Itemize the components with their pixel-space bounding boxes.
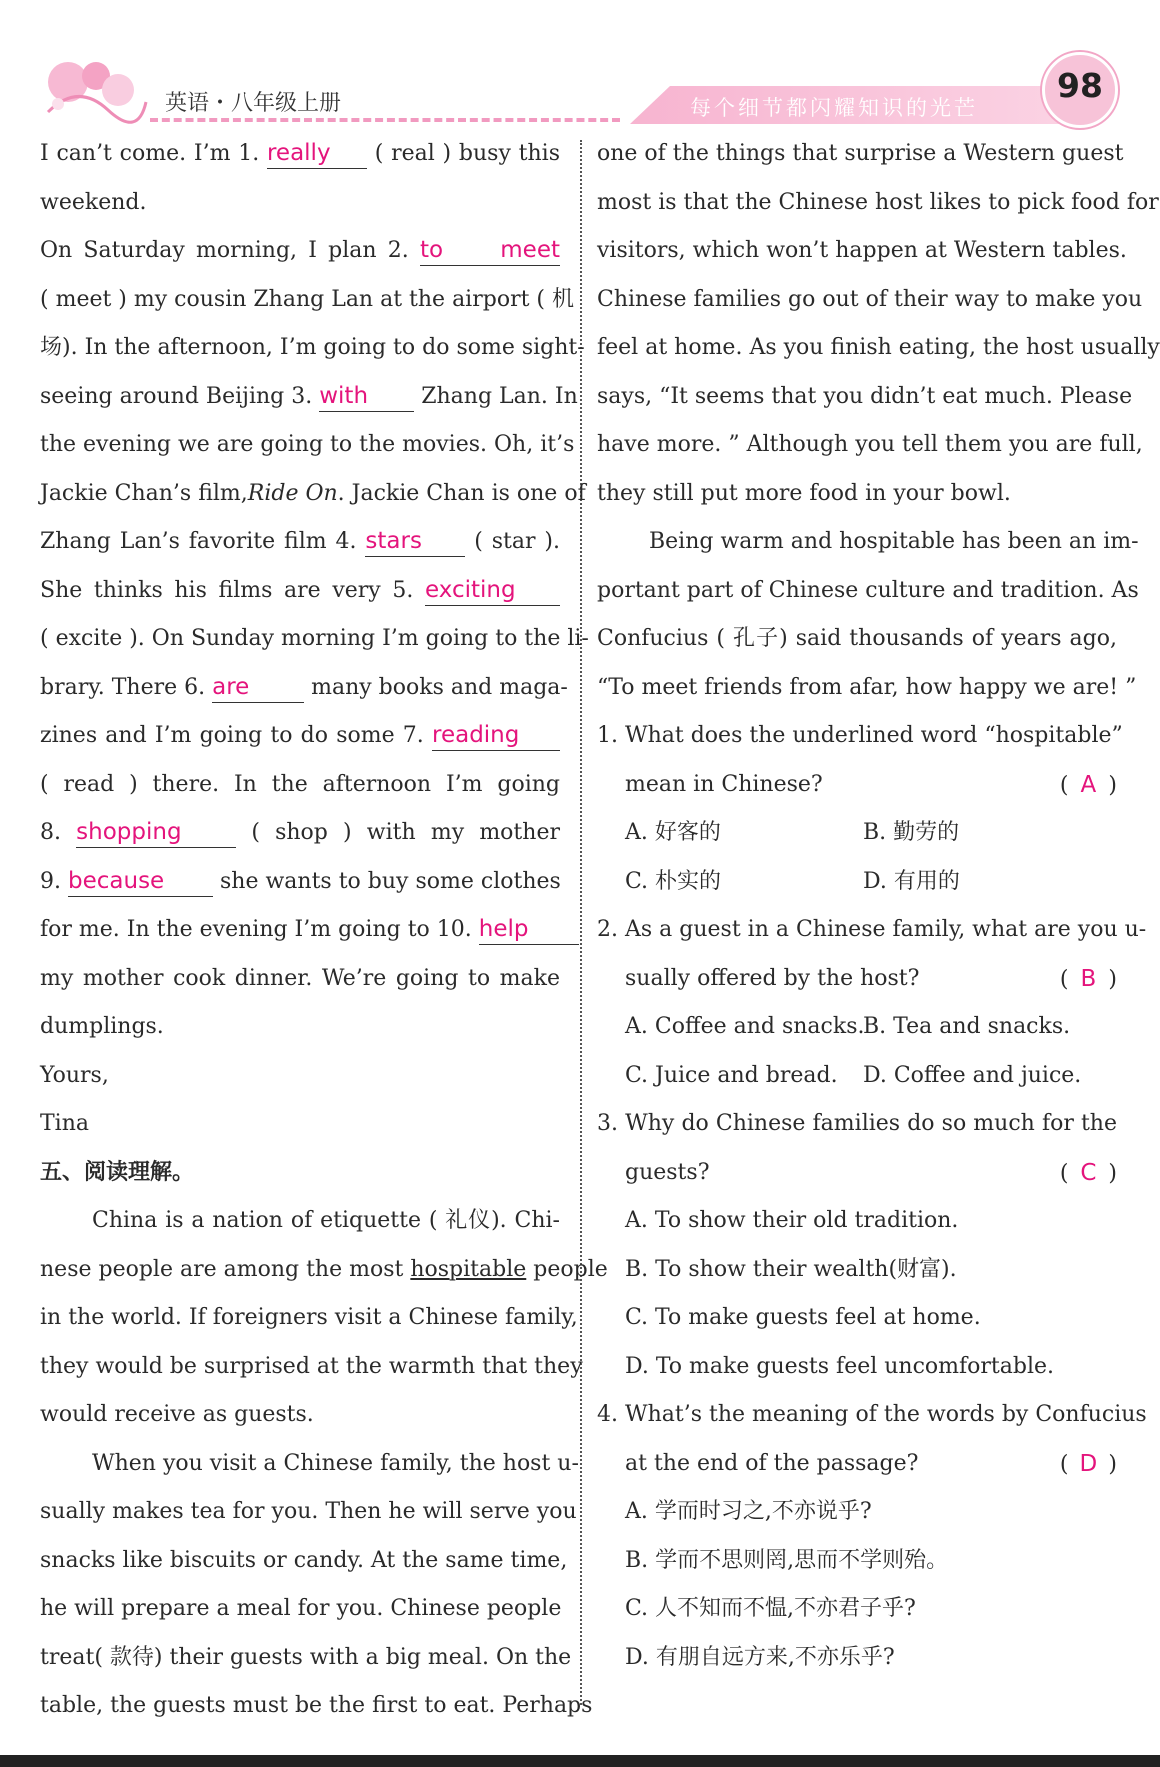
letter-line: zines and I’m going to do some 7. reading xyxy=(40,712,560,761)
letter-line: ( read ) there. In the afternoon I’m going xyxy=(40,771,560,797)
passage-line: portant part of Chinese culture and tradition. As xyxy=(597,577,1139,603)
passage-line: have more. ” Although you tell them you are full, xyxy=(597,432,1143,457)
option-c: C. To make guests feel at home. xyxy=(625,1305,981,1330)
passage-line: one of the things that surprise a Western guest xyxy=(597,141,1124,166)
blank-answer-10: help xyxy=(479,914,579,945)
letter-line: weekend. xyxy=(40,189,147,215)
passage-line: visitors, which won’t happen at Western tables. xyxy=(597,238,1127,263)
question-3: 3. Why do Chinese families do so much for the xyxy=(597,1111,1117,1136)
question-1-cont: mean in Chinese? ( A ) xyxy=(597,761,1117,810)
section-heading: 五、阅读理解。 xyxy=(40,1159,195,1185)
passage-line: most is that the Chinese host likes to pick food for xyxy=(597,189,1159,215)
option-d: D. 有用的 xyxy=(863,868,960,894)
passage-line: they still put more food in your bowl. xyxy=(597,480,1011,506)
answer-bracket: ( B ) xyxy=(1060,955,1117,1005)
answer-choice: A xyxy=(1080,771,1097,798)
underlined-word: hospitable xyxy=(410,1256,527,1282)
film-title: Ride On xyxy=(247,480,338,506)
question-2: 2. As a guest in a Chinese family, what are you u- xyxy=(597,917,1147,942)
option-d: D. To make guests feel uncomfortable. xyxy=(625,1353,1055,1379)
letter-line: brary. There 6. are many books and maga- xyxy=(40,664,560,713)
letter-line: She thinks his films are very 5. exciting xyxy=(40,567,560,616)
blank-answer-9: because xyxy=(68,866,213,897)
passage-line: would receive as guests. xyxy=(40,1402,314,1427)
letter-line: 9. because she wants to buy some clothes xyxy=(40,858,560,907)
options-row xyxy=(597,1003,1071,1052)
letter-line: 8. shopping ( shop ) with my mother xyxy=(40,809,560,858)
options-row xyxy=(597,1052,1117,1101)
option-a: A. 学而时习之,不亦说乎? xyxy=(625,1499,872,1524)
answer-bracket: ( A ) xyxy=(1060,761,1117,811)
page-header xyxy=(0,0,1160,135)
answer-choice: B xyxy=(1080,965,1097,992)
answer-bracket: ( D ) xyxy=(1060,1440,1117,1490)
blank-answer-4: stars xyxy=(365,526,465,557)
passage-line: Confucius ( 孔子) said thousands of years ago, xyxy=(597,626,1117,651)
letter-line: On Saturday morning, I plan 2. to meet xyxy=(40,227,560,276)
option-b: B. Tea and snacks. xyxy=(863,1014,1071,1039)
blank-answer-3: with xyxy=(319,381,414,412)
letter-line: the evening we are going to the movies. Oh, it’s xyxy=(40,432,575,457)
question-1: 1. What does the underlined word “hospitable” xyxy=(597,723,1123,748)
question-3-cont: guests? ( C ) xyxy=(597,1149,1117,1198)
letter-closing: Yours, xyxy=(40,1062,109,1088)
passage-line: says, “It seems that you didn’t eat much. Please xyxy=(597,383,1133,409)
option-c: C. Juice and bread. xyxy=(625,1062,838,1088)
passage-line: snacks like biscuits or candy. At the same time, xyxy=(40,1547,568,1573)
options-row xyxy=(597,809,1060,858)
letter-line: seeing around Beijing 3. with Zhang Lan. In xyxy=(40,373,560,422)
motto-text: 每个细节都闪耀知识的光芒 xyxy=(690,96,978,120)
passage-line: treat( 款待) their guests with a big meal. On the xyxy=(40,1644,572,1670)
passage-line: they would be surprised at the warmth that they xyxy=(40,1353,583,1379)
letter-signature: Tina xyxy=(40,1111,89,1136)
question-4-cont: at the end of the passage? ( D ) xyxy=(597,1440,1117,1489)
letter-line: my mother cook dinner. We’re going to make xyxy=(40,965,560,991)
option-a: A. Coffee and snacks. xyxy=(625,1014,865,1039)
passage-line: China is a nation of etiquette ( 礼仪). Chi- xyxy=(92,1208,560,1233)
option-a: A. 好客的 xyxy=(625,820,721,845)
blank-answer-2: to meet xyxy=(420,235,560,266)
question-4: 4. What’s the meaning of the words by Confucius xyxy=(597,1402,1147,1427)
option-c: C. 人不知而不愠,不亦君子乎? xyxy=(625,1596,916,1621)
option-b: B. To show their wealth(财富). xyxy=(625,1256,957,1282)
blank-answer-5: exciting xyxy=(425,575,560,606)
blank-answer-6: are xyxy=(212,672,304,703)
option-c: C. 朴实的 xyxy=(625,868,722,894)
option-d: D. 有朋自远方来,不亦乐乎? xyxy=(625,1644,895,1670)
passage-line: “To meet friends from afar, how happy we are! ” xyxy=(597,674,1137,700)
book-title: 英语・八年级上册 xyxy=(165,91,342,116)
letter-line: 场). In the afternoon, I’m going to do some sight- xyxy=(40,335,585,360)
blank-answer-7: reading xyxy=(432,720,560,751)
option-b: B. 学而不思则罔,思而不学则殆。 xyxy=(625,1547,949,1573)
passage-line: in the world. If foreigners visit a Chinese family, xyxy=(40,1305,578,1330)
answer-choice: C xyxy=(1080,1159,1097,1186)
blank-answer-1: really xyxy=(267,138,367,169)
letter-line: dumplings. xyxy=(40,1014,164,1039)
passage-line: table, the guests must be the first to eat. Perhaps xyxy=(40,1693,593,1718)
answer-choice: D xyxy=(1079,1450,1098,1477)
passage-line: Chinese families go out of their way to make you xyxy=(597,286,1143,312)
passage-line: he will prepare a meal for you. Chinese people xyxy=(40,1596,562,1621)
header-divider xyxy=(150,118,620,122)
option-a: A. To show their old tradition. xyxy=(625,1208,959,1233)
bottom-edge xyxy=(0,1755,1160,1767)
options-row xyxy=(597,858,1117,907)
option-d: D. Coffee and juice. xyxy=(863,1062,1082,1088)
passage-line: When you visit a Chinese family, the host u- xyxy=(92,1450,579,1476)
answer-bracket: ( C ) xyxy=(1060,1149,1117,1199)
letter-line: Zhang Lan’s favorite film 4. stars ( star ). xyxy=(40,518,560,567)
column-divider xyxy=(580,140,582,1705)
passage-line: sually makes tea for you. Then he will serve you xyxy=(40,1499,577,1524)
right-column xyxy=(597,130,1160,1682)
option-b: B. 勤劳的 xyxy=(863,820,960,845)
passage-line: nese people are among the most hospitable people xyxy=(40,1256,608,1282)
left-column xyxy=(40,130,608,1731)
question-2-cont: sually offered by the host? ( B ) xyxy=(597,955,1117,1004)
letter-line: for me. In the evening I’m going to 10. help xyxy=(40,906,560,955)
passage-line: Being warm and hospitable has been an im- xyxy=(649,529,1139,554)
blank-answer-8: shopping xyxy=(76,817,236,848)
letter-line: ( excite ). On Sunday morning I’m going to the li- xyxy=(40,626,589,651)
letter-line: ( meet ) my cousin Zhang Lan at the airport ( 机 xyxy=(40,286,574,312)
page-number: 98 xyxy=(1057,66,1103,105)
letter-line: I can’t come. I’m 1. really ( real ) busy this xyxy=(40,130,560,179)
letter-line: Jackie Chan’s film,Ride On. Jackie Chan is one of xyxy=(40,480,586,506)
passage-line: feel at home. As you finish eating, the host usually xyxy=(597,335,1160,360)
flower-ornament-icon xyxy=(38,52,148,124)
